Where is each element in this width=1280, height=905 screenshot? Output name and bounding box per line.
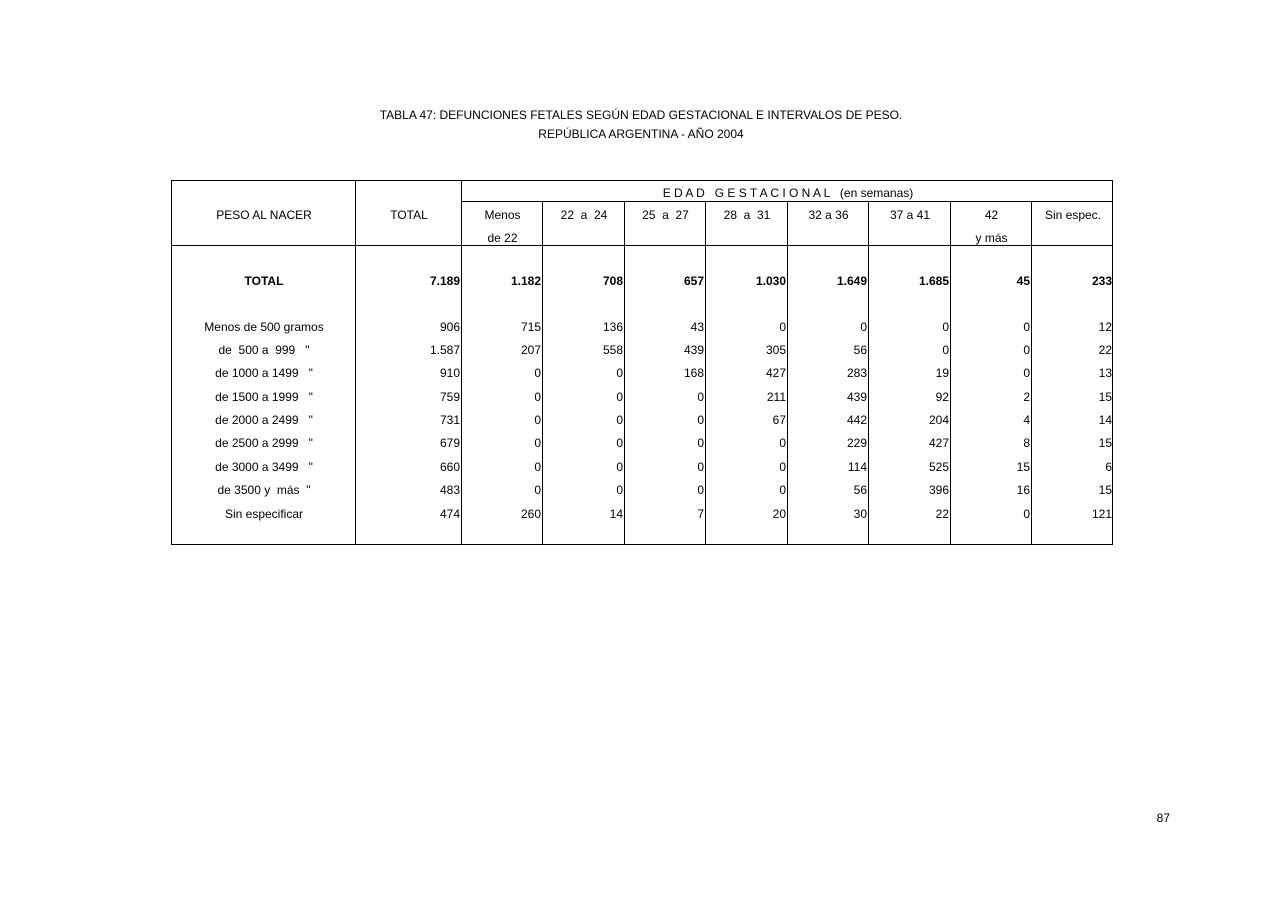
table-cell: 56 — [853, 483, 867, 497]
table-cell: 427 — [928, 436, 949, 450]
table-cell: 0 — [1023, 320, 1030, 334]
table-cell: 0 — [1023, 366, 1030, 380]
table-cell: 14 — [1098, 413, 1112, 427]
header-edad-gestacional: E D A D G E S T A C I O N A L (en semanas) — [662, 186, 914, 200]
table-cell: 0 — [697, 390, 704, 404]
table-cell: 0 — [779, 460, 786, 474]
table-cell: 43 — [690, 320, 704, 334]
table-cell: 1.685 — [918, 274, 949, 288]
table-cell: 15 — [1098, 483, 1112, 497]
header-peso: PESO AL NACER — [216, 208, 312, 222]
table-cell: 0 — [942, 320, 949, 334]
table-cell: 4 — [1023, 413, 1030, 427]
table-cell: 759 — [439, 390, 460, 404]
column-header: 42 — [984, 208, 999, 222]
table-cell: 474 — [439, 507, 460, 521]
table-cell: 114 — [847, 460, 867, 474]
table-cell: 0 — [860, 320, 867, 334]
table-cell: 0 — [616, 483, 623, 497]
table-cell: 0 — [616, 436, 623, 450]
table-cell: 0 — [697, 483, 704, 497]
table-cell: 0 — [616, 413, 623, 427]
row-label: de 3000 a 3499 " — [215, 460, 313, 474]
table-cell: 558 — [602, 343, 623, 357]
table-cell: 0 — [1023, 507, 1030, 521]
table-cell: 439 — [846, 390, 867, 404]
page-number: 87 — [1156, 811, 1170, 825]
row-label: de 3500 y más " — [217, 483, 311, 497]
table-cell: 0 — [534, 460, 541, 474]
table-cell: 731 — [439, 413, 460, 427]
row-label: de 2000 a 2499 " — [215, 413, 313, 427]
header-total: TOTAL — [390, 208, 428, 222]
data-table — [171, 180, 1113, 545]
table-cell: 1.182 — [510, 274, 541, 288]
table-cell: 30 — [853, 507, 867, 521]
table-cell: 67 — [772, 413, 786, 427]
table-cell: 657 — [683, 274, 704, 288]
table-cell: 525 — [928, 460, 949, 474]
table-cell: 1.587 — [429, 343, 460, 357]
table-cell: 211 — [766, 390, 786, 404]
table-cell: 14 — [609, 507, 623, 521]
table-cell: 0 — [779, 320, 786, 334]
table-cell: 1.649 — [836, 274, 867, 288]
table-cell: 8 — [1023, 436, 1030, 450]
table-cell: 708 — [602, 274, 623, 288]
table-cell: 7 — [697, 507, 704, 521]
table-cell: 483 — [439, 483, 460, 497]
table-cell: 0 — [697, 413, 704, 427]
table-cell: 12 — [1098, 320, 1112, 334]
table-cell: 6 — [1105, 460, 1112, 474]
column-header: 32 a 36 — [808, 208, 849, 222]
table-cell: 45 — [1016, 274, 1030, 288]
table-cell: 679 — [439, 436, 460, 450]
table-cell: 0 — [616, 390, 623, 404]
table-cell: 0 — [534, 366, 541, 380]
header-divider — [172, 245, 1112, 246]
table-subtitle: REPÚBLICA ARGENTINA - AÑO 2004 — [538, 127, 744, 141]
table-cell: 283 — [846, 366, 867, 380]
table-cell: 442 — [846, 413, 867, 427]
row-label: de 2500 a 2999 " — [215, 436, 313, 450]
table-cell: 0 — [534, 483, 541, 497]
row-label: Menos de 500 gramos — [204, 320, 324, 334]
table-cell: 0 — [697, 436, 704, 450]
row-label: de 500 a 999 " — [218, 343, 310, 357]
row-label: Sin especificar — [224, 507, 304, 521]
group-divider — [461, 201, 1112, 202]
table-cell: 0 — [1023, 343, 1030, 357]
table-cell: 16 — [1016, 483, 1030, 497]
table-cell: 136 — [602, 320, 623, 334]
column-header: 25 a 27 — [642, 208, 689, 222]
table-cell: 2 — [1023, 390, 1030, 404]
table-cell: 7.189 — [429, 274, 460, 288]
table-cell: 0 — [697, 460, 704, 474]
table-cell: 204 — [928, 413, 949, 427]
row-label: de 1500 a 1999 " — [215, 390, 313, 404]
table-cell: 22 — [935, 507, 949, 521]
table-cell: 0 — [534, 390, 541, 404]
row-label: TOTAL — [244, 274, 284, 288]
table-cell: 233 — [1091, 274, 1112, 288]
table-cell: 207 — [520, 343, 541, 357]
table-cell: 121 — [1091, 507, 1112, 521]
row-label: de 1000 a 1499 " — [215, 366, 313, 380]
table-cell: 0 — [616, 366, 623, 380]
table-cell: 260 — [520, 507, 541, 521]
table-cell: 20 — [772, 507, 786, 521]
table-cell: 15 — [1098, 390, 1112, 404]
table-cell: 56 — [853, 343, 867, 357]
table-cell: 0 — [942, 343, 949, 357]
table-cell: 15 — [1016, 460, 1030, 474]
table-cell: 0 — [779, 436, 786, 450]
table-cell: 22 — [1098, 343, 1112, 357]
table-cell: 305 — [765, 343, 786, 357]
table-cell: 19 — [935, 366, 949, 380]
table-cell: 660 — [439, 460, 460, 474]
table-cell: 715 — [520, 320, 541, 334]
table-cell: 0 — [616, 460, 623, 474]
column-header: 37 a 41 — [889, 208, 931, 222]
column-header-line2: y más — [975, 231, 1008, 245]
table-cell: 427 — [765, 366, 786, 380]
table-title: TABLA 47: DEFUNCIONES FETALES SEGÚN EDAD GESTACIONAL E INTERVALOS DE PESO. — [379, 108, 903, 122]
table-cell: 0 — [534, 436, 541, 450]
table-cell: 910 — [439, 366, 460, 380]
table-cell: 1.030 — [755, 274, 786, 288]
column-header-line2: de 22 — [487, 231, 518, 245]
table-cell: 229 — [846, 436, 867, 450]
table-cell: 92 — [935, 390, 949, 404]
column-header: 28 a 31 — [723, 208, 771, 222]
table-cell: 906 — [439, 320, 460, 334]
table-cell: 0 — [534, 413, 541, 427]
table-cell: 15 — [1098, 436, 1112, 450]
column-header: 22 a 24 — [560, 208, 608, 222]
table-cell: 0 — [779, 483, 786, 497]
table-cell: 439 — [683, 343, 704, 357]
column-header: Menos — [484, 208, 521, 222]
table-cell: 168 — [683, 366, 704, 380]
table-cell: 13 — [1098, 366, 1112, 380]
table-cell: 396 — [928, 483, 949, 497]
column-header: Sin espec. — [1044, 208, 1102, 222]
